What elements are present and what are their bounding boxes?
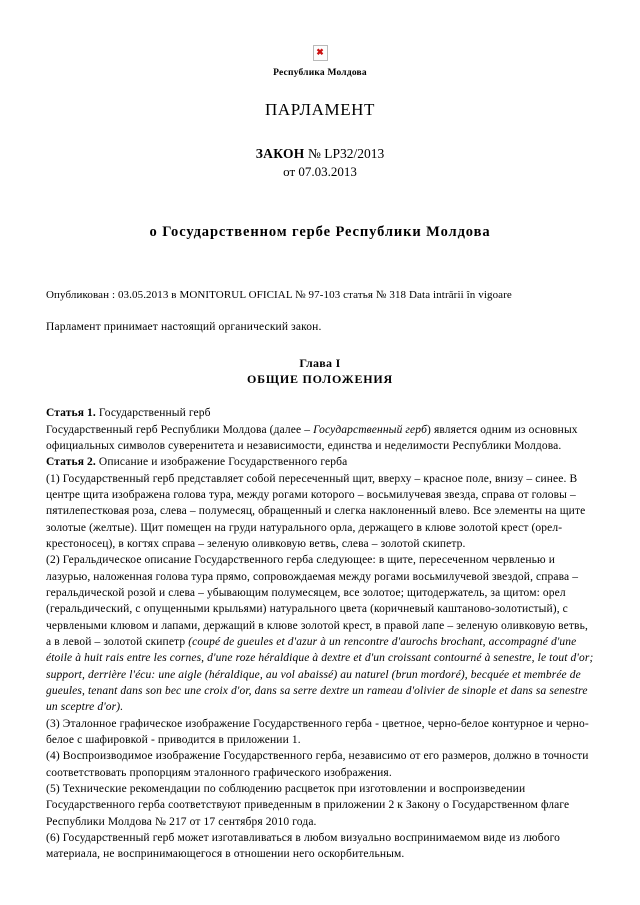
- article-1-emphasis: Государственный герб: [313, 423, 428, 436]
- chapter-heading: [46, 355, 594, 387]
- article-1-title: Государственный герб: [95, 407, 211, 420]
- article-2-heading: [46, 454, 594, 470]
- article-2-paragraph-4: (4) Воспроизводимое изображение Государственного герба, независимо от его размеров, должно в точности соответствовать пропорциям эталонного графического изображения.: [46, 750, 589, 779]
- article-2-paragraph-2: [46, 552, 594, 715]
- article-2-paragraph-2-french-blazon: (coupé de gueules et d'azur à un rencontre d'aurochs brochant, accompagné d'une étoile à huit rais entre les cornes, d'une roze héraldique à dextre et d'un croissant contourné à senestre, le tout d'or; support, derrière l'écu: une aigle (héraldique, au vol abaissé) au naturel (brun mordoré), becquée et membrée de gueules, tenant dans son bec une croix d'or, dans sa serre dextre un rameau d'olivier de sinople et dans sa senestre un sceptre d'or).: [46, 635, 594, 714]
- law-date: от 07.03.2013: [283, 164, 357, 179]
- law-word: ЗАКОН: [255, 146, 305, 161]
- article-2-paragraph-3: (3) Эталонное графическое изображение Государственного герба - цветное, черно-белое контурное и черно-белое с шафировкой - приводится в приложении 1.: [46, 717, 589, 746]
- article-2-label: Статья 2.: [46, 456, 96, 469]
- law-number-value: № LP32/2013: [307, 146, 385, 161]
- law-number: [305, 146, 385, 161]
- chapter-title: ОБЩИЕ ПОЛОЖЕНИЯ: [246, 372, 394, 387]
- article-2-paragraph-2-russian: (2) Геральдическое описание Государственного герба следующее: в щите, пересеченном червленью и лазурью, наложенная голова тура прямо, сопровождаемая между рогами восьмилучевой звездой, справа – геральдической розой и слева – убывающим полумесяцем, все золотое; щитодержатель, за щитом: орел (геральдический, с опущенными крыльями) натурального цвета (коричневый каштаново-золотистый), с червлеными клювом и лапами, держащий в клюве золотой крест, в правой лапе – зеленую оливковую ветвь, а в левой – золотой скипетр: [46, 554, 588, 648]
- page-title: о Государственном гербе Республики Молдова: [149, 224, 491, 240]
- organization-heading: ПАРЛАМЕНТ: [264, 100, 376, 119]
- article-2-title: Описание и изображение Государственного герба: [95, 456, 348, 469]
- article-2-paragraph-1: (1) Государственный герб представляет собой пересеченный щит, вверху – красное поле, внизу – синее. В центре щита изображена голова тура, между рогами которого – восьмилучевая звезда, справа от головы –пятилепестковая роза, слева – полумесяц, обращенный и слегка наклоненный влево. Все элементы на щите золотые (желтые). Щит помещен на груди натурального орла, держащего в клюве золотой крест (орел-крестоносец), в когтях справа – зеленую оливковую ветвь, слева – золотой скипетр.: [46, 472, 586, 550]
- article-1-body: [46, 422, 594, 455]
- intro-statement: Парламент принимает настоящий органический закон.: [46, 321, 322, 333]
- article-1-text-before: Государственный герб Республики Молдова (далее –: [46, 423, 314, 436]
- chapter-number: Глава I: [299, 356, 341, 370]
- law-number-line: [46, 146, 594, 162]
- publication-info: Опубликован : 03.05.2013 в MONITORUL OFICIAL № 97-103 статья № 318 Data intrării în vigoare: [46, 289, 512, 301]
- country-heading: Республика Молдова: [273, 68, 367, 78]
- article-1-heading: [46, 405, 594, 421]
- article-1-text-after: ) является одним из основных официальных символов суверенитета и независимости, единства и неделимости Республики Молдова.: [46, 423, 578, 453]
- article-2-paragraph-5: (5) Технические рекомендации по соблюдению расцветок при изготовлении и воспроизведении Государственного герба соответствуют приведенным в приложении 2 к Закону о Государственном флаге Республики Молдова № 217 от 17 сентября 2010 года.: [46, 782, 570, 828]
- article-1-label: Статья 1.: [46, 407, 96, 420]
- article-2-paragraph-6: (6) Государственный герб может изготавливаться в любом визуально воспринимаемом виде из любого материала, не воспринимающегося в отношении него оскорбительным.: [46, 831, 561, 861]
- emblem-container: [46, 44, 594, 62]
- broken-image-icon: ✖: [313, 45, 328, 61]
